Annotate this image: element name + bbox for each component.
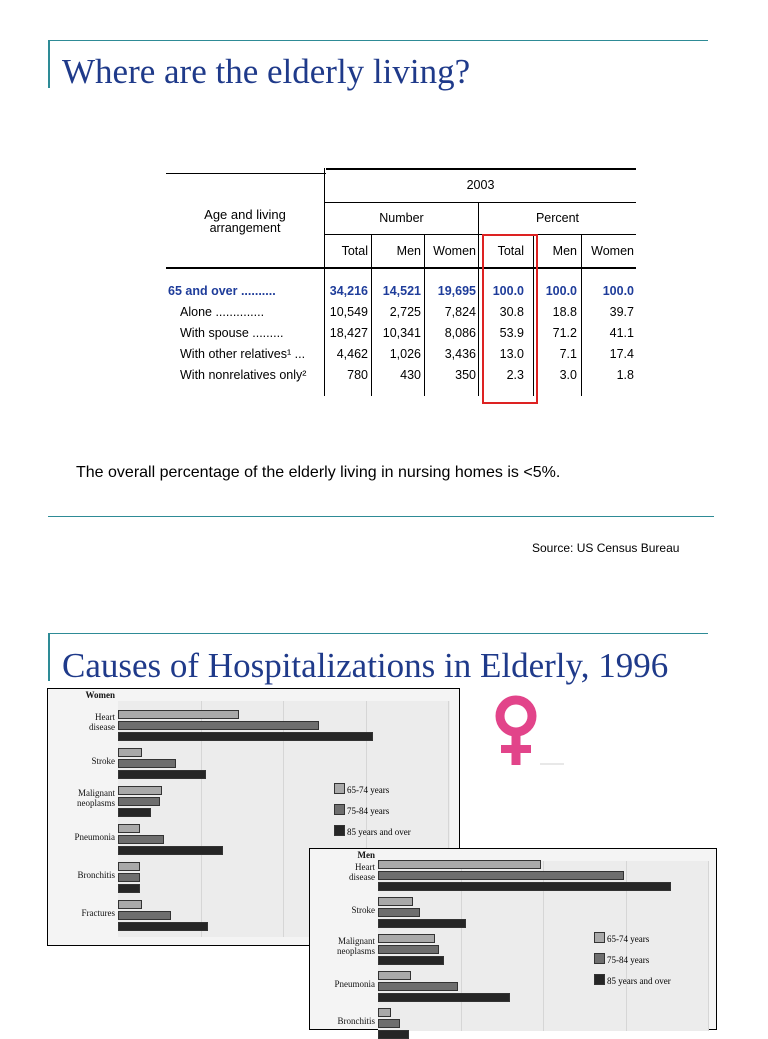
cell-men: 10,341 xyxy=(382,326,421,340)
category-label xyxy=(310,936,375,956)
legend-item xyxy=(594,932,649,944)
category-label-line: Bronchitis xyxy=(77,870,115,880)
col-header-men: Men xyxy=(396,244,421,258)
bar-malignant-neoplasms-65-74-years xyxy=(378,934,435,943)
category-label xyxy=(48,908,115,918)
bar-heart-disease-75-84-years xyxy=(118,721,319,730)
bar-malignant-neoplasms-85-years-and-over xyxy=(378,956,444,965)
census-table xyxy=(166,168,636,396)
cell-pct-women: 41.1 xyxy=(609,326,634,340)
bar-malignant-neoplasms-65-74-years xyxy=(118,786,162,795)
category-label-line: disease xyxy=(89,722,115,732)
category-label-line: disease xyxy=(349,872,375,882)
title-top-rule xyxy=(48,633,708,634)
cell-pct-men: 71.2 xyxy=(552,326,577,340)
bar-pneumonia-65-74-years xyxy=(118,824,140,833)
category-label-line: Fractures xyxy=(81,908,115,918)
legend-swatch xyxy=(594,932,605,943)
col-header-women: Women xyxy=(433,244,476,258)
cell-pct-total: 2.3 xyxy=(506,368,524,382)
bar-malignant-neoplasms-75-84-years xyxy=(378,945,439,954)
bar-pneumonia-75-84-years xyxy=(378,982,458,991)
grid-line xyxy=(708,861,709,1031)
bar-stroke-75-84-years xyxy=(118,759,176,768)
bar-pneumonia-85-years-and-over xyxy=(378,993,510,1002)
cell-pct-men: 18.8 xyxy=(552,305,577,319)
category-label xyxy=(48,870,115,880)
legend-label: 85 years and over xyxy=(347,827,411,837)
group-number: Number xyxy=(379,211,424,225)
bar-bronchitis-65-74-years xyxy=(118,862,140,871)
title-accent-bar xyxy=(48,40,50,88)
bar-stroke-65-74-years xyxy=(378,897,413,906)
table-year: 2003 xyxy=(466,178,495,192)
title-top-rule xyxy=(48,40,708,41)
bar-heart-disease-65-74-years xyxy=(378,860,541,869)
row-label-65-and-over: 65 and over .......... xyxy=(168,284,276,298)
slide-title: Causes of Hospitalizations in Elderly, 1996 xyxy=(62,646,669,685)
slide-title: Where are the elderly living? xyxy=(62,52,471,91)
cell-women: 3,436 xyxy=(444,347,476,361)
bar-pneumonia-75-84-years xyxy=(118,835,164,844)
cell-women: 8,086 xyxy=(444,326,476,340)
bar-malignant-neoplasms-85-years-and-over xyxy=(118,808,151,817)
category-label xyxy=(48,712,115,732)
cell-pct-men: 100.0 xyxy=(545,284,577,298)
cell-pct-total: 100.0 xyxy=(492,284,524,298)
legend-label: 75-84 years xyxy=(347,806,390,816)
legend-item xyxy=(334,804,389,816)
footer-rule xyxy=(48,516,714,517)
cell-women: 350 xyxy=(455,368,476,382)
bar-stroke-85-years-and-over xyxy=(378,919,466,928)
bar-malignant-neoplasms-75-84-years xyxy=(118,797,160,806)
legend-label: 65-74 years xyxy=(607,934,650,944)
cell-pct-women: 1.8 xyxy=(616,368,634,382)
men-bar-chart xyxy=(309,848,717,1030)
bar-pneumonia-85-years-and-over xyxy=(118,846,223,855)
col-header-pct-men: Men xyxy=(552,244,577,258)
bar-heart-disease-85-years-and-over xyxy=(118,732,373,741)
source-credit: Source: US Census Bureau xyxy=(532,541,680,555)
category-label xyxy=(48,756,115,766)
bar-heart-disease-85-years-and-over xyxy=(378,882,671,891)
cell-total: 34,216 xyxy=(329,284,368,298)
legend-label: 65-74 years xyxy=(347,785,390,795)
bar-pneumonia-65-74-years xyxy=(378,971,411,980)
category-label xyxy=(310,979,375,989)
title-accent-bar xyxy=(48,633,50,681)
cell-total: 18,427 xyxy=(329,326,368,340)
cell-men: 430 xyxy=(400,368,421,382)
bar-fractures-75-84-years xyxy=(118,911,171,920)
chart-title: Women xyxy=(85,690,115,700)
legend-label: 75-84 years xyxy=(607,955,650,965)
stub-header-line2: arrangement xyxy=(209,221,281,235)
bar-fractures-65-74-years xyxy=(118,900,142,909)
table-header-rule xyxy=(166,267,636,269)
category-label xyxy=(310,862,375,882)
table-top-rule-left xyxy=(166,173,326,174)
cell-pct-men: 3.0 xyxy=(559,368,577,382)
category-label xyxy=(48,788,115,808)
category-label-line: Pneumonia xyxy=(74,832,115,842)
col-header-pct-women: Women xyxy=(591,244,634,258)
category-label-line: Bronchitis xyxy=(337,1016,375,1026)
stub-header-line1: Age and living xyxy=(204,207,286,222)
legend-swatch xyxy=(594,953,605,964)
cell-women: 19,695 xyxy=(437,284,476,298)
nursing-home-note: The overall percentage of the elderly living in nursing homes is <5%. xyxy=(76,464,561,481)
category-label xyxy=(310,1016,375,1026)
legend-swatch xyxy=(334,783,345,794)
bar-heart-disease-65-74-years xyxy=(118,710,239,719)
category-label-line: Heart xyxy=(95,712,115,722)
col-header-total: Total xyxy=(341,244,368,258)
bar-bronchitis-75-84-years xyxy=(118,873,140,882)
cell-men: 1,026 xyxy=(389,347,421,361)
cell-total: 4,462 xyxy=(336,347,368,361)
bar-fractures-85-years-and-over xyxy=(118,922,208,931)
legend-item xyxy=(594,953,649,965)
legend-item xyxy=(594,974,671,986)
category-label-line: Malignant xyxy=(78,788,115,798)
row-label-with-nonrelatives-only: With nonrelatives only² xyxy=(180,368,307,382)
category-label-line: Pneumonia xyxy=(334,979,375,989)
decorative-dash xyxy=(540,763,564,765)
legend-item xyxy=(334,825,411,837)
chart-title: Men xyxy=(357,850,375,860)
highlight-box xyxy=(482,234,538,404)
category-label-line: Malignant xyxy=(338,936,375,946)
cell-pct-women: 100.0 xyxy=(602,284,634,298)
female-symbol-icon xyxy=(490,694,542,770)
cell-men: 2,725 xyxy=(389,305,421,319)
bar-bronchitis-65-74-years xyxy=(378,1008,391,1017)
category-label-line: neoplasms xyxy=(337,946,375,956)
bar-bronchitis-85-years-and-over xyxy=(378,1030,409,1039)
bar-stroke-65-74-years xyxy=(118,748,142,757)
cell-pct-women: 39.7 xyxy=(609,305,634,319)
cell-total: 780 xyxy=(347,368,368,382)
legend-swatch xyxy=(334,825,345,836)
category-label xyxy=(48,832,115,842)
row-label-with-other-relatives: With other relatives¹ ... xyxy=(180,347,306,361)
legend-label: 85 years and over xyxy=(607,976,671,986)
legend-item xyxy=(334,783,389,795)
bar-stroke-85-years-and-over xyxy=(118,770,206,779)
col-header-pct-total: Total xyxy=(497,244,524,258)
cell-men: 14,521 xyxy=(382,284,421,298)
cell-pct-total: 13.0 xyxy=(499,347,524,361)
table-year-rule xyxy=(325,202,636,203)
cell-total: 10,549 xyxy=(329,305,368,319)
cell-pct-women: 17.4 xyxy=(609,347,634,361)
cell-pct-total: 30.8 xyxy=(499,305,524,319)
category-label-line: neoplasms xyxy=(77,798,115,808)
category-label-line: Heart xyxy=(355,862,375,872)
category-label-line: Stroke xyxy=(351,905,375,915)
category-label xyxy=(310,905,375,915)
table-group-divider xyxy=(478,202,479,396)
group-percent: Percent xyxy=(535,211,580,225)
category-label-line: Stroke xyxy=(91,756,115,766)
row-label-alone: Alone .............. xyxy=(180,305,265,319)
table-top-rule-right xyxy=(326,168,636,170)
cell-pct-men: 7.1 xyxy=(559,347,577,361)
row-label-with-spouse: With spouse ......... xyxy=(180,326,284,340)
bar-stroke-75-84-years xyxy=(378,908,420,917)
bar-heart-disease-75-84-years xyxy=(378,871,624,880)
cell-pct-total: 53.9 xyxy=(499,326,524,340)
legend-swatch xyxy=(594,974,605,985)
cell-women: 7,824 xyxy=(444,305,476,319)
bar-bronchitis-85-years-and-over xyxy=(118,884,140,893)
legend-swatch xyxy=(334,804,345,815)
